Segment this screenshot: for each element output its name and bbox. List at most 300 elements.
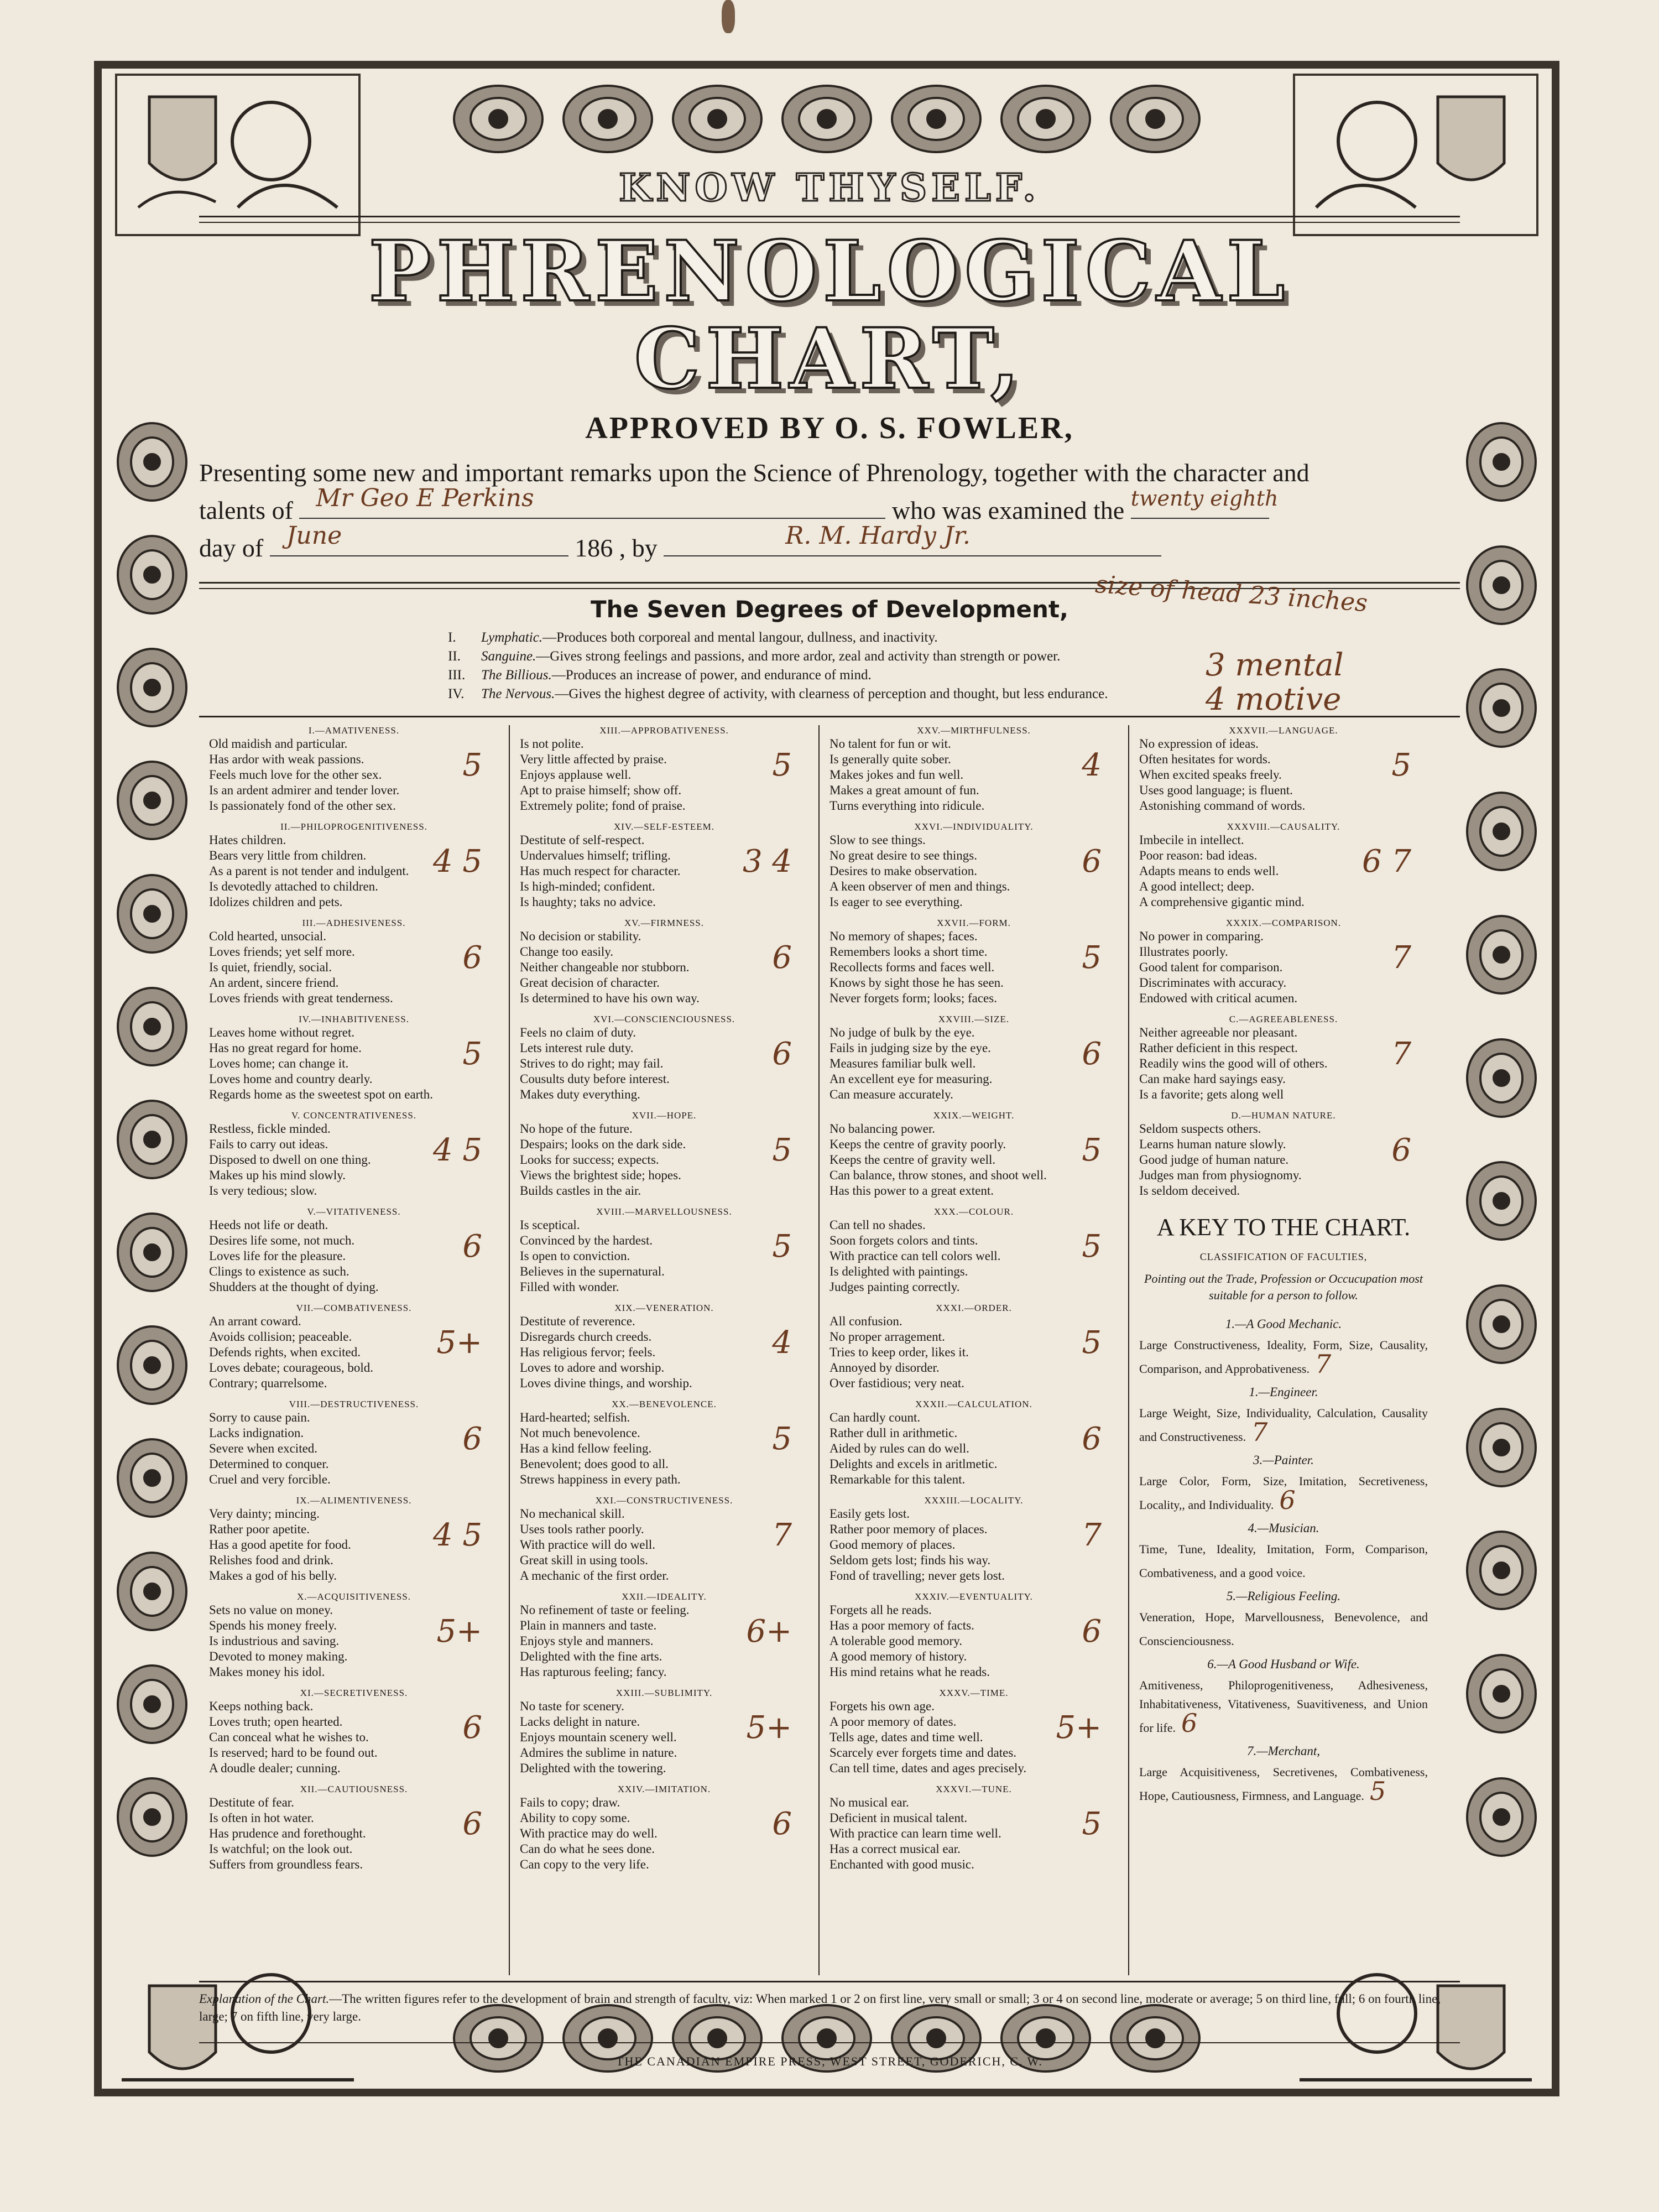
faculty-line: Clings to existence as such.: [209, 1264, 349, 1278]
faculty-lines: [520, 1217, 808, 1295]
faculty-line: Lacks indignation.: [209, 1426, 304, 1440]
handwritten-rating: 5: [1082, 940, 1102, 976]
faculty-line: Has a kind fellow feeling.: [520, 1441, 652, 1455]
degree-number: IV.: [448, 686, 465, 701]
faculty-line: Change too easily.: [520, 945, 614, 959]
handwritten-rating: 6: [1082, 844, 1102, 879]
handwritten-rating: 6: [1391, 1132, 1411, 1168]
faculty-line: Cold hearted, unsocial.: [209, 929, 327, 943]
faculty-line: Loves divine things, and worship.: [520, 1376, 692, 1390]
faculty-lines: [1139, 929, 1428, 1006]
faculty-line: Uses tools rather poorly.: [520, 1522, 644, 1536]
faculty-lines: [520, 1025, 808, 1102]
faculty-line: No power in comparing.: [1139, 929, 1264, 943]
faculty-line: Undervalues himself; trifling.: [520, 849, 671, 862]
rosette-icon: [1463, 1283, 1540, 1366]
faculty-line: An ardent, sincere friend.: [209, 976, 339, 990]
degree-name: Lymphatic.: [481, 630, 543, 645]
faculty-line: Destitute of fear.: [209, 1795, 294, 1809]
faculty-line: Knows by sight those he has seen.: [830, 976, 1004, 990]
faculty-line: Rather deficient in this respect.: [1139, 1041, 1298, 1055]
handwritten-rating: 7: [1082, 1517, 1102, 1553]
faculty-line: Views the brightest side; hopes.: [520, 1168, 681, 1182]
faculty-line: Makes duty everything.: [520, 1087, 640, 1101]
examined-label: who was examined the: [891, 496, 1125, 524]
faculty-heading: VII.—COMBATIVENESS.: [296, 1303, 412, 1313]
faculty-line: Remarkable for this talent.: [830, 1472, 966, 1486]
faculty-line: Annoyed by disorder.: [830, 1361, 940, 1375]
faculty-entry: [830, 821, 1118, 910]
faculty-heading: XXXV.—TIME.: [939, 1688, 1009, 1698]
temperament-note: [1206, 648, 1344, 717]
faculty-entry: [209, 1591, 499, 1680]
faculty-line: Uses good language; is fluent.: [1139, 783, 1293, 797]
faculty-line: Is generally quite sober.: [830, 752, 951, 766]
faculty-line: Cruel and very forcible.: [209, 1472, 331, 1486]
rosette-icon: [113, 1663, 191, 1746]
faculty-line: Loves friends with great tenderness.: [209, 991, 393, 1005]
faculty-line: Is determined to have his own way.: [520, 991, 700, 1005]
faculty-lines: [209, 1699, 499, 1776]
key-item-text: Large Weight, Size, Individuality, Calculation, Causality and Constructiveness.: [1139, 1406, 1428, 1444]
faculty-column-2: [509, 725, 818, 1975]
faculty-entry: [1139, 918, 1428, 1006]
faculty-line: Fond of travelling; never gets lost.: [830, 1569, 1005, 1583]
faculty-line: Loves truth; open hearted.: [209, 1715, 343, 1729]
faculty-entry: [209, 1110, 499, 1199]
faculty-line: Tries to keep order, likes it.: [830, 1345, 969, 1359]
faculty-line: Has a correct musical ear.: [830, 1842, 961, 1856]
rosette-icon: [1463, 790, 1540, 873]
faculty-line: No memory of shapes; faces.: [830, 929, 978, 943]
faculty-heading: XXV.—MIRTHFULNESS.: [917, 725, 1031, 736]
faculty-line: Convinced by the hardest.: [520, 1233, 653, 1247]
faculty-line: Determined to conquer.: [209, 1457, 329, 1471]
faculty-lines: [1139, 736, 1428, 814]
faculty-heading: XIII.—APPROBATIVENESS.: [599, 725, 729, 736]
faculty-entry: [520, 1303, 808, 1391]
faculty-heading: XXXII.—CALCULATION.: [915, 1399, 1032, 1409]
faculty-line: Rather dull in arithmetic.: [830, 1426, 958, 1440]
faculty-line: Can hardly count.: [830, 1411, 921, 1424]
faculty-line: Good talent for comparison.: [1139, 960, 1283, 974]
degree-number: I.: [448, 630, 456, 645]
faculty-line: Is industrious and saving.: [209, 1634, 340, 1648]
faculty-line: A good memory of history.: [830, 1649, 967, 1663]
handwritten-rating: 6: [1181, 1708, 1198, 1738]
faculty-line: Slow to see things.: [830, 833, 926, 847]
faculty-line: Is delighted with paintings.: [830, 1264, 968, 1278]
faculty-line: Great decision of character.: [520, 976, 660, 990]
faculty-line: Looks for success; expects.: [520, 1153, 659, 1167]
faculty-line: Makes a god of his belly.: [209, 1569, 337, 1583]
faculty-line: Keeps nothing back.: [209, 1699, 314, 1713]
faculty-line: Readily wins the good will of others.: [1139, 1056, 1328, 1070]
faculty-line: Is watchful; on the look out.: [209, 1842, 353, 1856]
faculty-line: Believes in the supernatural.: [520, 1264, 665, 1278]
faculty-line: Apt to praise himself; show off.: [520, 783, 682, 797]
handwritten-rating: 5+: [436, 1614, 482, 1649]
faculty-lines: [209, 1795, 499, 1872]
faculty-line: No taste for scenery.: [520, 1699, 624, 1713]
faculty-line: His mind retains what he reads.: [830, 1665, 990, 1679]
faculty-line: Contrary; quarrelsome.: [209, 1376, 327, 1390]
faculty-entry: [830, 1591, 1118, 1680]
faculty-line: Can conceal what he wishes to.: [209, 1730, 369, 1744]
faculty-line: Measures familiar bulk well.: [830, 1056, 976, 1070]
rosette-icon: [999, 77, 1093, 160]
faculty-lines: [520, 1314, 808, 1391]
faculty-line: With practice will do well.: [520, 1538, 655, 1552]
rosette-icon: [670, 77, 764, 160]
faculty-line: Disregards church creeds.: [520, 1330, 652, 1344]
rosette-icon: [113, 759, 191, 842]
faculty-line: Imbecile in intellect.: [1139, 833, 1244, 847]
faculty-entry: [209, 1399, 499, 1487]
faculty-line: Can copy to the very life.: [520, 1857, 649, 1871]
border-rosettes-top: [94, 61, 1559, 177]
faculty-line: A mechanic of the first order.: [520, 1569, 669, 1583]
faculty-heading: IX.—ALIMENTIVENESS.: [296, 1495, 412, 1506]
faculty-line: Feels no claim of duty.: [520, 1026, 636, 1039]
faculty-line: Is high-minded; confident.: [520, 879, 655, 893]
faculty-entry: [520, 1014, 808, 1102]
handwritten-rating: 4: [772, 1325, 792, 1361]
faculty-entry: [1139, 1110, 1428, 1199]
handwritten-rating: 5: [1369, 1776, 1386, 1806]
handwritten-name: Mr Geo E Perkins: [316, 484, 534, 512]
faculty-line: With practice may do well.: [520, 1826, 658, 1840]
faculty-line: Idolizes children and pets.: [209, 895, 343, 909]
key-item-heading: 4.—Musician.: [1248, 1521, 1319, 1535]
faculty-line: Great skill in using tools.: [520, 1553, 648, 1567]
faculty-line: Turns everything into ridicule.: [830, 799, 985, 813]
faculty-line: No decision or stability.: [520, 929, 641, 943]
faculty-line: Deficient in musical talent.: [830, 1811, 968, 1825]
talents-label: talents of: [199, 496, 293, 524]
rosette-icon: [1463, 1776, 1540, 1859]
faculty-entry: [830, 725, 1118, 814]
degrees-title: The Seven Degrees of Development,: [591, 596, 1068, 623]
faculty-lines: [830, 1217, 1118, 1295]
faculty-line: Adapts means to ends well.: [1139, 864, 1279, 878]
faculty-line: Is open to conviction.: [520, 1249, 630, 1263]
faculty-column-1: [199, 725, 509, 1975]
faculty-line: Strives to do right; may fail.: [520, 1056, 664, 1070]
faculty-column-4: [1128, 725, 1438, 1975]
presenting-paragraph: [199, 456, 1460, 565]
faculty-line: Can balance, throw stones, and shoot well.: [830, 1168, 1047, 1182]
presenting-text: Presenting some new and important remarks upon the Science of Phrenology, together with the character and: [199, 459, 1310, 487]
rosette-icon: [561, 77, 655, 160]
faculty-heading: XIV.—SELF-ESTEEM.: [614, 821, 714, 832]
faculty-line: Makes jokes and fun well.: [830, 768, 964, 782]
handwritten-rating: 6: [772, 940, 792, 976]
faculty-line: Enchanted with good music.: [830, 1857, 974, 1871]
faculty-line: Recollects forms and faces well.: [830, 960, 995, 974]
handwritten-rating: 5: [1391, 747, 1411, 783]
faculty-entry: [520, 1784, 808, 1872]
faculty-line: Is passionately fond of the other sex.: [209, 799, 396, 813]
faculty-line: Hates children.: [209, 833, 286, 847]
faculty-entry: [830, 1014, 1118, 1102]
faculty-heading: XX.—BENEVOLENCE.: [612, 1399, 717, 1409]
faculty-line: Enjoys style and manners.: [520, 1634, 654, 1648]
faculty-lines: [830, 929, 1118, 1006]
faculty-line: Often hesitates for words.: [1139, 752, 1271, 766]
key-title: A KEY TO THE CHART.: [1156, 1214, 1411, 1241]
faculty-line: Forgets all he reads.: [830, 1603, 932, 1617]
handwritten-rating: 5: [1082, 1229, 1102, 1264]
faculty-line: Can measure accurately.: [830, 1087, 953, 1101]
faculty-heading: XXX.—COLOUR.: [933, 1206, 1014, 1217]
handwritten-rating: 5: [1082, 1806, 1102, 1842]
handwritten-rating: 4 5: [432, 1132, 482, 1168]
faculty-lines: [520, 736, 808, 814]
faculty-line: Delights and excels in aritlmetic.: [830, 1457, 998, 1471]
faculty-line: Sorry to cause pain.: [209, 1411, 310, 1424]
seven-degrees-section: [199, 570, 1460, 717]
faculty-line: No refinement of taste or feeling.: [520, 1603, 690, 1617]
key-item-text: Large Constructiveness, Ideality, Form, Size, Causality, Comparison, and Approbativeness.: [1139, 1338, 1428, 1376]
faculty-lines: [830, 1795, 1118, 1872]
faculty-lines: [520, 929, 808, 1006]
key-item: [1139, 1587, 1428, 1651]
faculty-heading: VIII.—DESTRUCTIVENESS.: [289, 1399, 419, 1409]
approved-by: APPROVED BY O. S. FOWLER,: [585, 411, 1074, 445]
key-item-text: Large Color, Form, Size, Imitation, Secretiveness, Locality,, and Individuality.: [1139, 1474, 1428, 1512]
faculty-line: Has much respect for character.: [520, 864, 681, 878]
faculty-line: Never forgets form; looks; faces.: [830, 991, 997, 1005]
faculty-column-4-list: [1139, 725, 1428, 1199]
faculty-heading: X.—ACQUISITIVENESS.: [297, 1591, 411, 1602]
handwritten-rating: 7: [772, 1517, 792, 1553]
faculty-line: No balancing power.: [830, 1122, 935, 1136]
degree-text: —Gives the highest degree of activity, with clearness of perception and thought, but less endurance.: [555, 686, 1108, 701]
faculty-heading: III.—ADHESIVENESS.: [302, 918, 406, 928]
rosette-icon: [113, 1324, 191, 1407]
faculty-entry: [520, 1206, 808, 1295]
faculty-line: Delighted with the towering.: [520, 1761, 666, 1775]
faculty-line: Tells age, dates and time well.: [830, 1730, 983, 1744]
faculty-line: Loves life for the pleasure.: [209, 1249, 346, 1263]
handwritten-rating: 6: [1082, 1614, 1102, 1649]
handwritten-rating: 6 7: [1361, 844, 1411, 879]
faculty-heading: XXI.—CONSTRUCTIVENESS.: [595, 1495, 733, 1506]
faculty-line: Filled with wonder.: [520, 1280, 619, 1294]
year-label: 186 , by: [575, 534, 658, 562]
faculty-lines: [209, 1217, 499, 1295]
rosette-icon: [113, 872, 191, 955]
handwritten-rating: 6: [462, 1229, 482, 1264]
faculty-entry: [830, 1495, 1118, 1584]
faculty-line: Poor reason: bad ideas.: [1139, 849, 1258, 862]
rosette-icon: [113, 646, 191, 729]
faculty-line: Keeps the centre of gravity poorly.: [830, 1137, 1006, 1151]
faculty-line: Very dainty; mincing.: [209, 1507, 320, 1521]
know-thyself-heading: KNOW THYSELF.: [619, 166, 1040, 210]
faculty-heading: XXVII.—FORM.: [937, 918, 1011, 928]
faculty-heading: XVII.—HOPE.: [632, 1110, 697, 1121]
faculty-line: Loves to adore and worship.: [520, 1361, 665, 1375]
faculty-heading: XXII.—IDEALITY.: [622, 1591, 707, 1602]
faculty-heading: XXXIX.—COMPARISON.: [1225, 918, 1342, 928]
faculty-heading: XXIV.—IMITATION.: [617, 1784, 711, 1794]
faculty-line: Is haughty; taks no advice.: [520, 895, 656, 909]
faculty-line: No talent for fun or wit.: [830, 737, 951, 751]
faculty-lines: [830, 1410, 1118, 1487]
faculty-line: Is quiet, friendly, social.: [209, 960, 332, 974]
faculty-entry: [209, 725, 499, 814]
faculty-entry: [520, 725, 808, 814]
faculty-line: Benevolent; does good to all.: [520, 1457, 669, 1471]
faculty-line: Can tell no shades.: [830, 1218, 926, 1232]
faculty-line: Has no great regard for home.: [209, 1041, 362, 1055]
handwritten-day: twenty eighth: [1130, 486, 1279, 511]
handwritten-rating: 5+: [746, 1710, 792, 1746]
faculty-lines: [1139, 1025, 1428, 1102]
rosette-icon: [1463, 1159, 1540, 1242]
divider: [199, 216, 1460, 223]
rosette-icon: [780, 77, 874, 160]
faculty-line: Desires life some, not much.: [209, 1233, 355, 1247]
faculty-line: Devoted to money making.: [209, 1649, 348, 1663]
key-item-text: Veneration, Hope, Marvellousness, Benevolence, and Conscienciousness.: [1139, 1610, 1428, 1648]
faculty-line: Fails to carry out ideas.: [209, 1137, 328, 1151]
rosette-icon: [1463, 667, 1540, 750]
faculty-entry: [1139, 725, 1428, 814]
faculty-heading: C.—AGREEABLENESS.: [1229, 1014, 1338, 1024]
degree-item: [448, 628, 1460, 647]
faculty-entry: [520, 1591, 808, 1680]
faculty-heading: XXIX.—WEIGHT.: [933, 1110, 1015, 1121]
key-item-text: Amitiveness, Philoprogenitiveness, Adhesiveness, Inhabitativeness, Vitativeness, Suavitiveness, and Union for life.: [1139, 1678, 1428, 1735]
faculty-line: All confusion.: [830, 1314, 902, 1328]
faculty-line: Avoids collision; peaceable.: [209, 1330, 352, 1344]
faculty-line: Aided by rules can do well.: [830, 1441, 969, 1455]
faculty-line: Makes up his mind slowly.: [209, 1168, 346, 1182]
month-field[interactable]: [270, 522, 568, 556]
faculty-lines: [209, 1025, 499, 1102]
faculty-line: Has prudence and forethought.: [209, 1826, 366, 1840]
handwritten-rating: 6: [772, 1036, 792, 1072]
rosette-icon: [1463, 1037, 1540, 1120]
paper-stain: [722, 0, 735, 33]
handwritten-rating: 5: [462, 747, 482, 783]
faculty-entry: [1139, 821, 1428, 910]
faculty-heading: V.—VITATIVENESS.: [307, 1206, 401, 1217]
handwritten-rating: 5: [772, 1229, 792, 1264]
faculty-lines: [1139, 1121, 1428, 1199]
faculty-entry: [209, 1688, 499, 1776]
faculty-lines: [209, 736, 499, 814]
faculty-entry: [830, 1784, 1118, 1872]
page-title: PHRENOLOGICAL CHART,: [368, 223, 1291, 408]
explanation-label: Explanation of the Chart.: [199, 1992, 330, 2006]
faculty-entry: [520, 1110, 808, 1199]
faculty-line: Scarcely ever forgets time and dates.: [830, 1746, 1017, 1760]
faculty-line: Enjoys mountain scenery well.: [520, 1730, 677, 1744]
faculty-entry: [830, 1399, 1118, 1487]
faculty-heading: XXXIV.—EVENTUALITY.: [915, 1591, 1033, 1602]
faculty-line: Old maidish and particular.: [209, 737, 348, 751]
handwritten-rating: 7: [1391, 940, 1411, 976]
faculty-line: Shudders at the thought of dying.: [209, 1280, 379, 1294]
examiner-field[interactable]: [664, 522, 1161, 556]
faculty-lines: [520, 1506, 808, 1584]
handwritten-rating: 6: [1082, 1421, 1102, 1457]
faculty-heading: XXXI.—ORDER.: [936, 1303, 1012, 1313]
faculty-entry: [209, 821, 499, 910]
faculty-line: Loves debate; courageous, bold.: [209, 1361, 373, 1375]
faculty-line: Lets interest rule duty.: [520, 1041, 634, 1055]
faculty-line: A poor memory of dates.: [830, 1715, 957, 1729]
handwritten-rating: 6: [772, 1806, 792, 1842]
faculty-entry: [830, 1110, 1118, 1199]
date-day-field[interactable]: [1130, 486, 1279, 519]
rosette-icon: [1463, 1529, 1540, 1612]
faculty-line: Restless, fickle minded.: [209, 1122, 331, 1136]
key-item-text: Time, Tune, Ideality, Imitation, Form, Comparison, Combativeness, and a good voice.: [1139, 1542, 1428, 1580]
faculty-line: Fails in judging size by the eye.: [830, 1041, 991, 1055]
faculty-line: A keen observer of men and things.: [830, 879, 1010, 893]
faculty-line: Keeps the centre of gravity well.: [830, 1153, 996, 1167]
faculty-entry: [830, 1688, 1118, 1776]
faculty-entry: [520, 821, 808, 910]
faculty-lines: [830, 1602, 1118, 1680]
name-field[interactable]: [299, 484, 885, 519]
faculty-line: Astonishing command of words.: [1139, 799, 1306, 813]
faculty-line: Illustrates poorly.: [1139, 945, 1228, 959]
key-items: [1139, 1315, 1428, 1805]
faculty-line: Feels much love for the other sex.: [209, 768, 382, 782]
faculty-entry: [209, 918, 499, 1006]
handwritten-rating: 5: [462, 1036, 482, 1072]
faculty-line: Sets no value on money.: [209, 1603, 333, 1617]
faculty-entry: [520, 1399, 808, 1487]
degree-text: —Produces both corporeal and mental langour, dullness, and inactivity.: [542, 630, 938, 645]
faculty-line: Destitute of reverence.: [520, 1314, 635, 1328]
rosette-icon: [1463, 1652, 1540, 1735]
faculty-heading: XXXVI.—TUNE.: [936, 1784, 1012, 1794]
rosette-icon: [113, 1776, 191, 1859]
faculty-entry: [209, 1206, 499, 1295]
faculty-line: Endowed with critical acumen.: [1139, 991, 1298, 1005]
faculty-line: No judge of bulk by the eye.: [830, 1026, 975, 1039]
faculty-line: Is devotedly attached to children.: [209, 879, 378, 893]
faculty-line: Desires to make observation.: [830, 864, 977, 878]
faculty-line: Over fastidious; very neat.: [830, 1376, 964, 1390]
faculty-line: When excited speaks freely.: [1139, 768, 1282, 782]
degree-text: —Produces an increase of power, and endurance of mind.: [551, 668, 872, 683]
faculty-line: Is not polite.: [520, 737, 584, 751]
faculty-line: Makes a great amount of fun.: [830, 783, 979, 797]
faculty-lines: [520, 1795, 808, 1872]
faculty-heading: V. CONCENTRATIVENESS.: [291, 1110, 417, 1121]
faculty-line: Despairs; looks on the dark side.: [520, 1137, 686, 1151]
handwritten-rating: 5+: [436, 1325, 482, 1361]
faculty-line: Loves home and country dearly.: [209, 1072, 373, 1086]
faculty-line: Suffers from groundless fears.: [209, 1857, 363, 1871]
faculty-line: Fails to copy; draw.: [520, 1795, 620, 1809]
rosette-icon: [113, 420, 191, 503]
handwritten-rating: 6+: [746, 1614, 792, 1649]
head-size-note: size of head 23 inches: [1094, 570, 1369, 618]
faculty-line: Plain in manners and taste.: [520, 1618, 657, 1632]
faculty-line: A doudle dealer; cunning.: [209, 1761, 341, 1775]
handwritten-rating: 5: [1082, 1132, 1102, 1168]
key-item-text: Large Acquisitiveness, Secretivenes, Combativeness, Hope, Cautiousness, Firmness, and Language.: [1139, 1765, 1428, 1803]
